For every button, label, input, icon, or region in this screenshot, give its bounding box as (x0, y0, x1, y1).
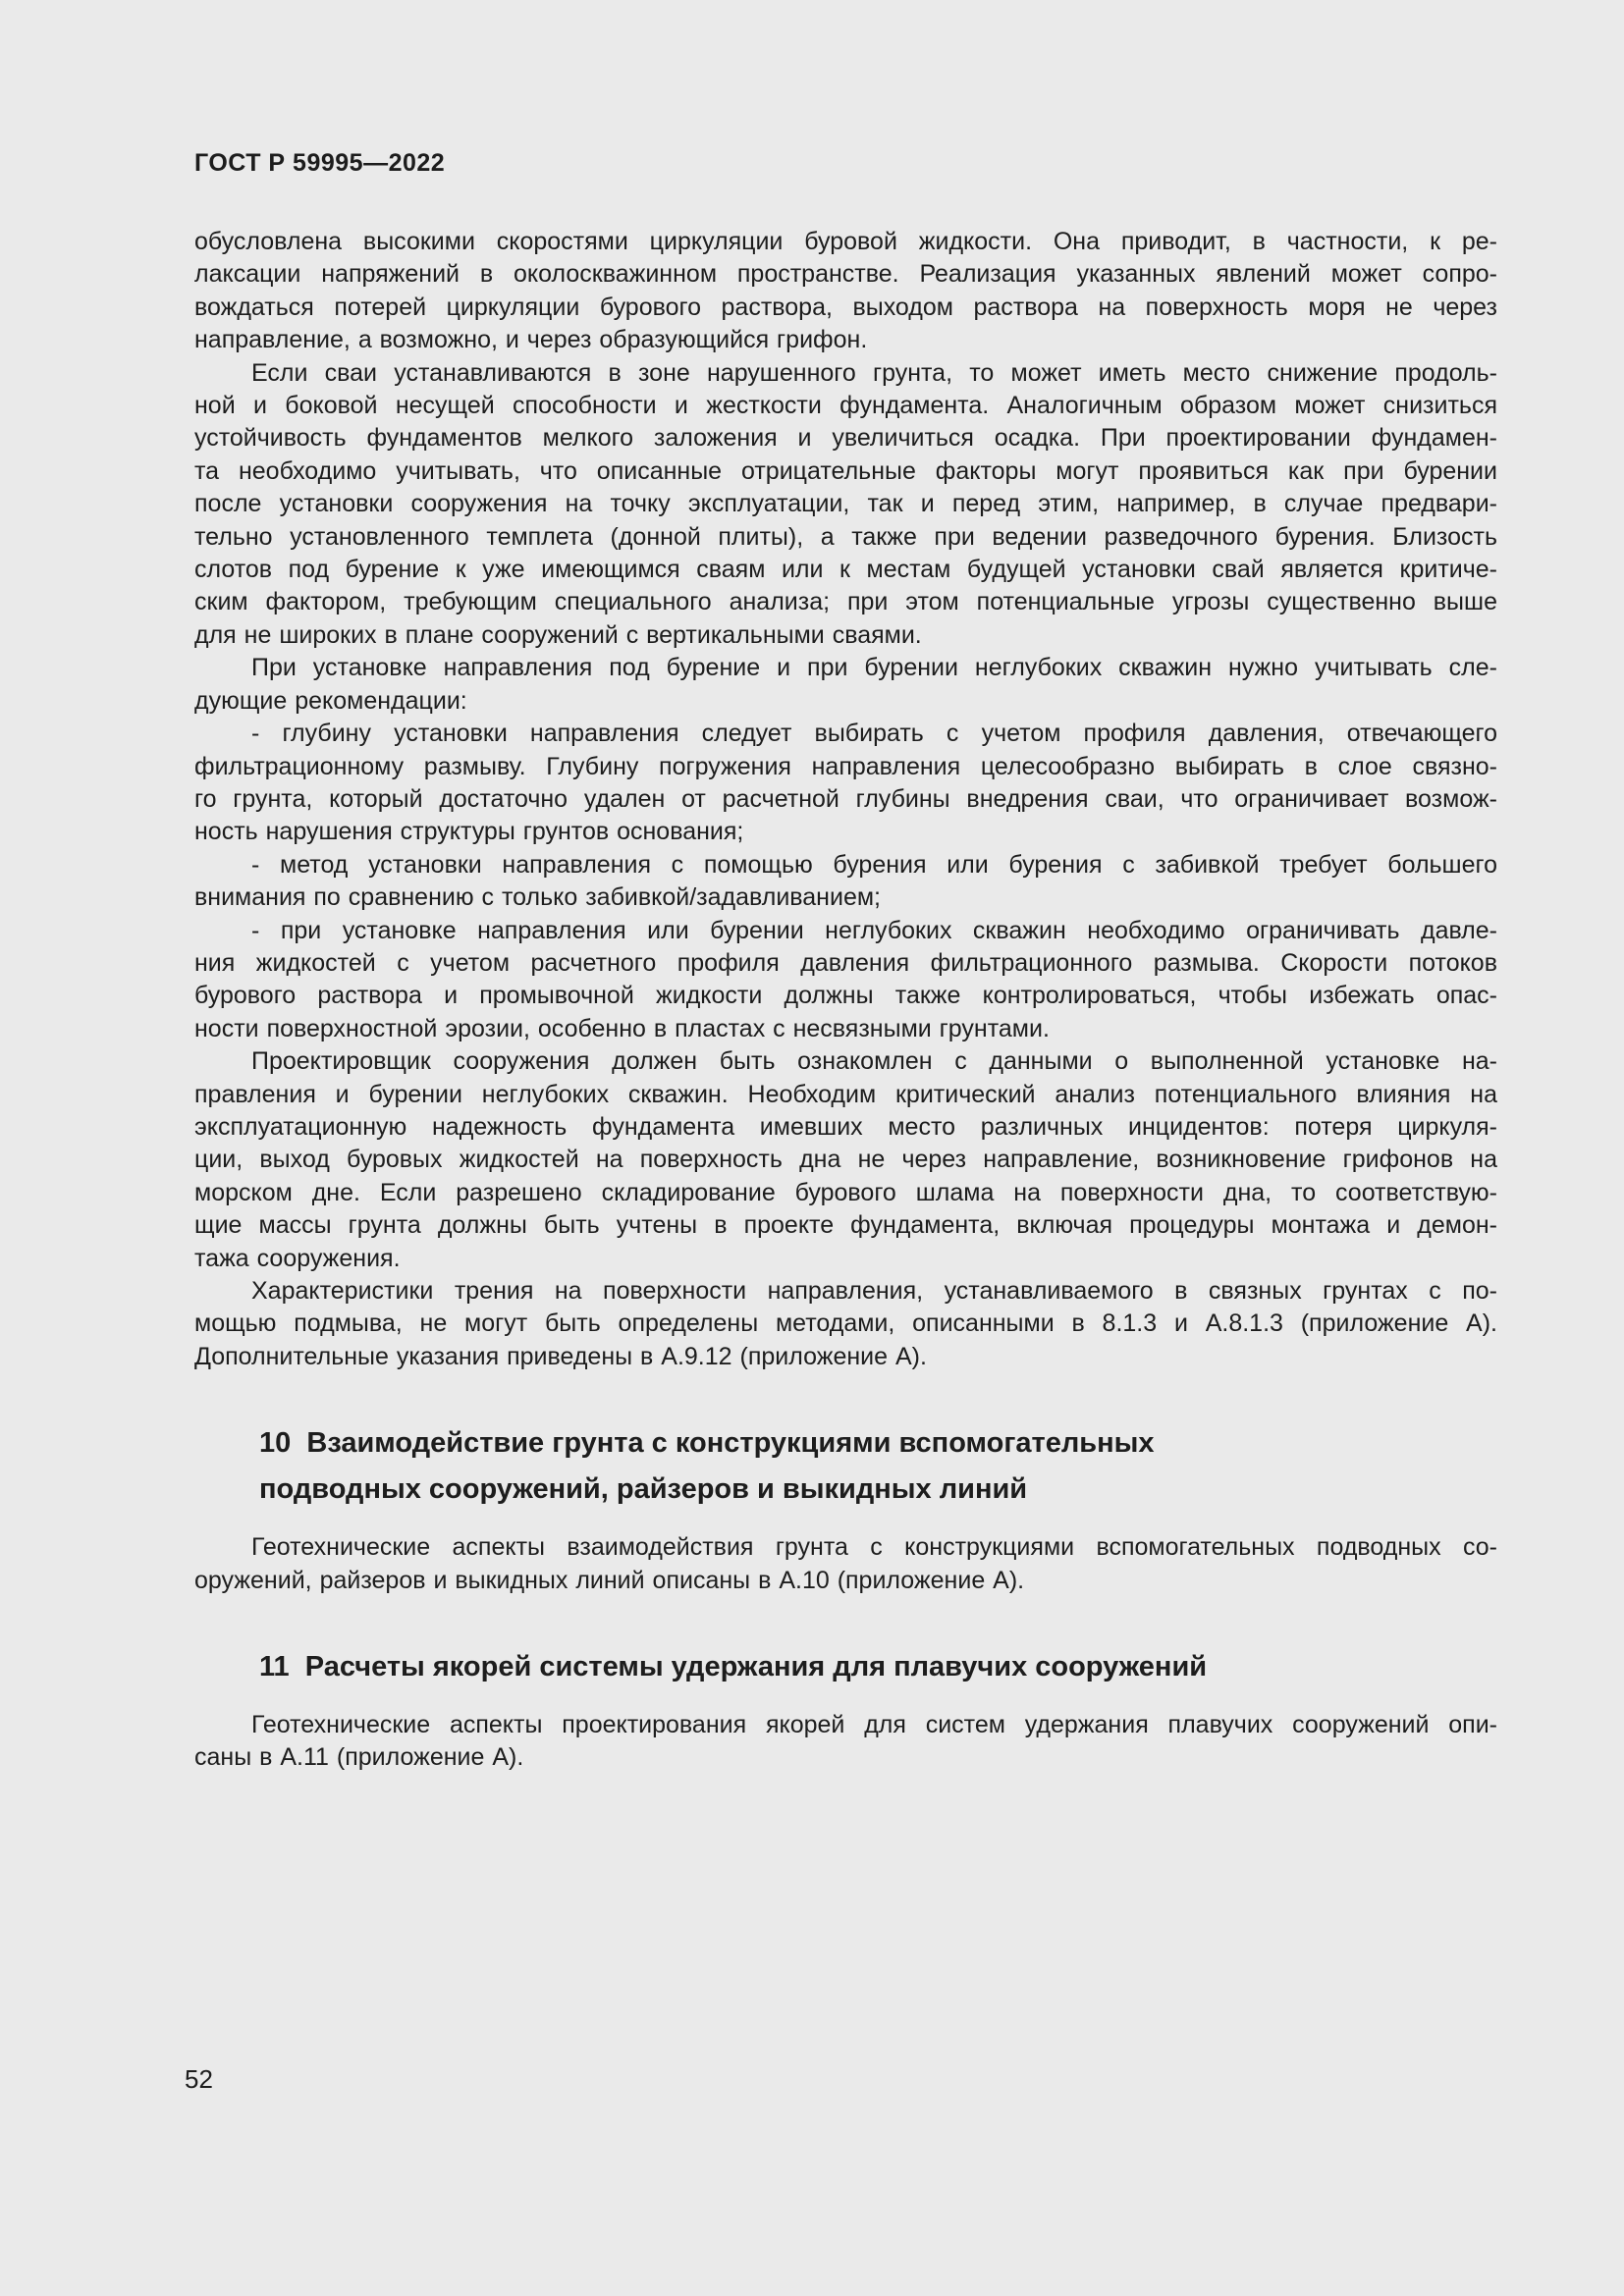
text-line: Геотехнические аспекты проектирования якорей для систем удержания плавучих сооружений опи- (251, 1711, 1497, 1739)
text-line: та необходимо учитывать, что описанные отрицательные факторы могут проявиться как при бурении (194, 456, 1497, 485)
text-line: саны в А.11 (приложение А). (194, 1743, 524, 1772)
text-line: Характеристики трения на поверхности направления, устанавливаемого в связных грунтах с по- (251, 1277, 1497, 1305)
text-line: Дополнительные указания приведены в А.9.12 (приложение А). (194, 1342, 927, 1370)
text-line: ность нарушения структуры грунтов основания; (194, 818, 744, 846)
paragraph (194, 652, 1497, 718)
text-line: При установке направления под бурение и при бурении неглубоких скважин нужно учитывать сле- (251, 654, 1497, 682)
text-line: тельно установленного темплета (донной плиты), а также при ведении разведочного бурения. Близость (194, 522, 1497, 551)
text-line: для не широких в плане сооружений с вертикальными сваями. (194, 620, 922, 649)
text-line: оружений, райзеров и выкидных линий описаны в А.10 (приложение А). (194, 1566, 1025, 1594)
text-line: фильтрационному размыву. Глубину погружения направления целесообразно выбирать в слое связно- (194, 752, 1497, 780)
text-line: дующие рекомендации: (194, 686, 467, 715)
paragraph (194, 718, 1497, 849)
text-line: устойчивость фундаментов мелкого заложения и увеличиться осадка. При проектировании фундамен- (194, 424, 1497, 453)
paragraph (194, 1531, 1497, 1597)
text-line: Геотехнические аспекты взаимодействия грунта с конструкциями вспомогательных подводных со- (251, 1533, 1497, 1562)
page-number: 52 (185, 2064, 213, 2094)
text-line: - при установке направления или бурении неглубоких скважин необходимо ограничивать давле- (251, 916, 1497, 944)
heading-line: подводных сооружений, райзеров и выкидных линий (259, 1473, 1028, 1506)
text-line: внимания по сравнению с только забивкой/задавливанием; (194, 883, 881, 912)
text-line: Если сваи устанавливаются в зоне нарушенного грунта, то может иметь место снижение продоль- (251, 358, 1497, 387)
text-line: ции, выход буровых жидкостей на поверхность дна не через направление, возникновение грифонов на (194, 1146, 1497, 1174)
paragraph (194, 1275, 1497, 1373)
text-line: обусловлена высокими скоростями циркуляции буровой жидкости. Она приводит, в частности, к ре- (194, 228, 1497, 255)
heading-line: 11 Расчеты якорей системы удержания для плавучих сооружений (259, 1651, 1208, 1683)
paragraph (194, 915, 1497, 1046)
text-line: вождаться потерей циркуляции бурового раствора, выходом раствора на поверхность моря не через (194, 293, 1497, 321)
text-line: го грунта, который достаточно удален от расчетной глубины внедрения сваи, что ограничивает возмож- (194, 784, 1497, 813)
text-line: эксплуатационную надежность фундамента имевших место различных инцидентов: потеря циркуля- (194, 1112, 1497, 1141)
heading-line: 10 Взаимодействие грунта с конструкциями вспомогательных (259, 1427, 1155, 1460)
paragraph (194, 849, 1497, 915)
text-line: бурового раствора и промывочной жидкости должны также контролироваться, чтобы избежать опас- (194, 982, 1497, 1010)
text-line: после установки сооружения на точку эксплуатации, так и перед этим, например, в случае предвари- (194, 490, 1497, 518)
section-heading (194, 1420, 1497, 1513)
text-line: ности поверхностной эрозии, особенно в пластах с несвязными грунтами. (194, 1014, 1050, 1042)
text-line: тажа сооружения. (194, 1244, 401, 1272)
standard-designation: ГОСТ Р 59995—2022 (194, 149, 446, 177)
text-line: правления и бурении неглубоких скважин. Необходим критический анализ потенциального влияния на (194, 1080, 1497, 1108)
paragraph (194, 1045, 1497, 1275)
paragraph (194, 1709, 1497, 1775)
paragraph (194, 357, 1497, 653)
document-body (194, 226, 1497, 1775)
text-line: ским фактором, требующим специального анализа; при этом потенциальные угрозы существенно выше (194, 588, 1497, 616)
text-line: - глубину установки направления следует выбирать с учетом профиля давления, отвечающего (251, 720, 1497, 748)
section-heading (194, 1644, 1497, 1690)
text-line: лаксации напряжений в околоскважинном пространстве. Реализация указанных явлений может сопро- (194, 260, 1497, 289)
text-line: направление, а возможно, и через образующийся грифон. (194, 326, 868, 354)
text-line: слотов под бурение к уже имеющимся сваям или к местам будущей установки свай является критиче- (194, 556, 1497, 584)
text-line: - метод установки направления с помощью бурения или бурения с забивкой требует большего (251, 850, 1497, 879)
paragraph (194, 226, 1497, 357)
text-line: щие массы грунта должны быть учтены в проекте фундамента, включая процедуры монтажа и демон- (194, 1211, 1497, 1240)
text-line: ния жидкостей с учетом расчетного профиля давления фильтрационного размыва. Скорости потоков (194, 948, 1497, 977)
text-line: ной и боковой несущей способности и жесткости фундамента. Аналогичным образом может снизиться (194, 392, 1497, 420)
text-line: мощью подмыва, не могут быть определены методами, описанными в 8.1.3 и А.8.1.3 (приложение А). (194, 1309, 1497, 1338)
text-line: Проектировщик сооружения должен быть ознакомлен с данными о выполненной установке на- (251, 1047, 1497, 1076)
text-line: морском дне. Если разрешено складирование бурового шлама на поверхности дна, то соответствую- (194, 1178, 1497, 1206)
